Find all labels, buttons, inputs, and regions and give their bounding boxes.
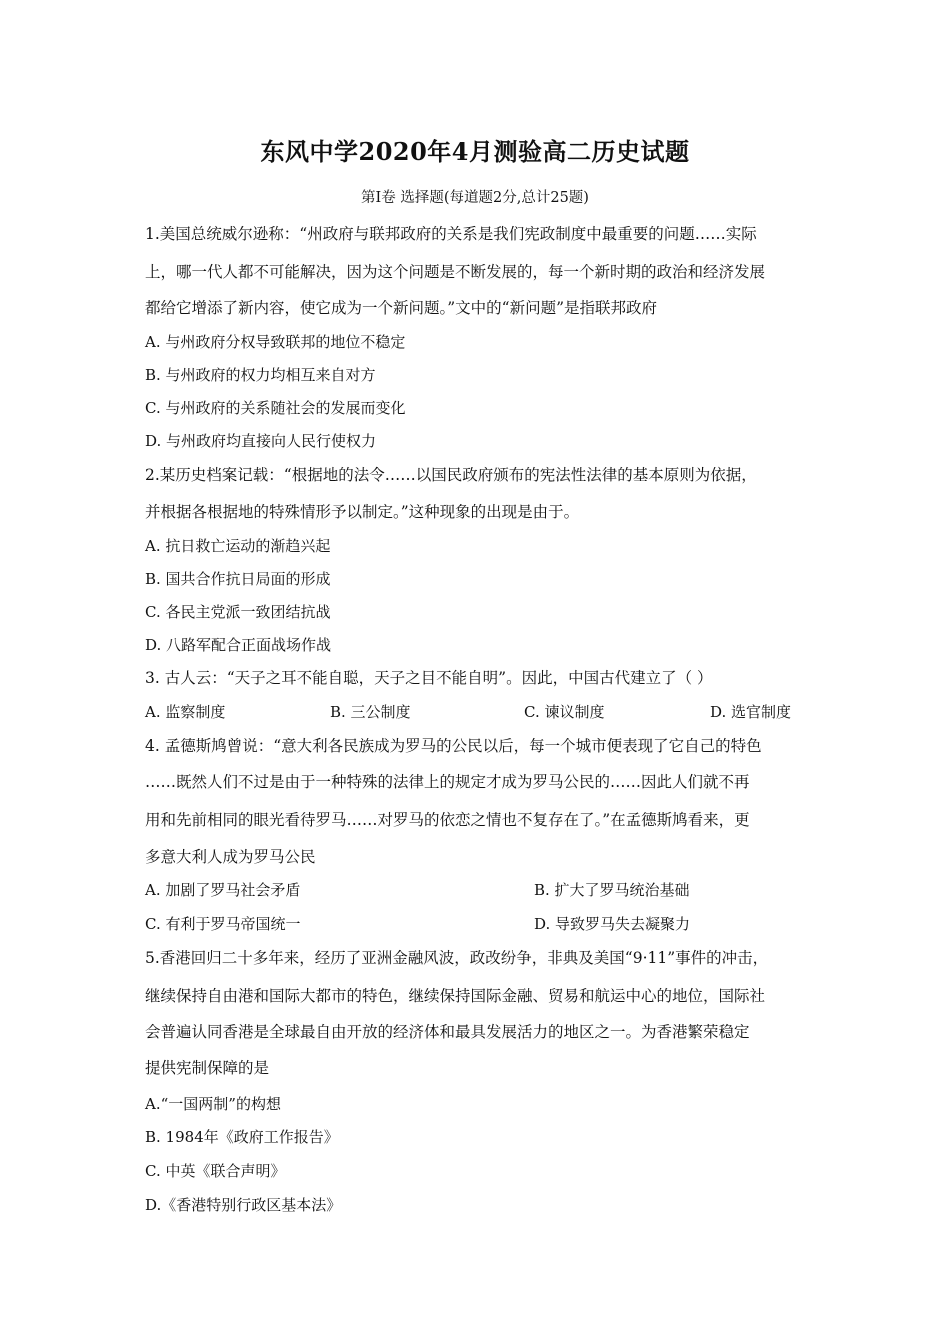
question-4-option-c: C. 有利于罗马帝国统一 [145, 915, 301, 933]
question-4-option-b: B. 扩大了罗马统治基础 [534, 881, 690, 899]
question-1-option-c: C. 与州政府的关系随社会的发展而变化 [145, 399, 406, 417]
question-1-text: 上，哪一代人都不可能解决，因为这个问题是不断发展的，每一个新时期的政治和经济发展 [145, 263, 766, 281]
question-1-text: 都给它增添了新内容，使它成为一个新问题。”文中的“新问题”是指联邦政府 [145, 299, 658, 317]
question-1-text: 1.美国总统威尔逊称：“州政府与联邦政府的关系是我们宪政制度中最重要的问题……实际 [145, 225, 757, 243]
question-1-option-b: B. 与州政府的权力均相互来自对方 [145, 366, 376, 384]
question-3-option-c: C. 谏议制度 [524, 703, 605, 721]
question-4-option-a: A. 加剧了罗马社会矛盾 [145, 881, 301, 899]
question-2-text: 并根据各根据地的特殊情形予以制定。”这种现象的出现是由于。 [145, 503, 580, 521]
question-5-option-c: C. 中英《联合声明》 [145, 1162, 286, 1180]
page-title: 东风中学2020年4月测验高二历史试题 [260, 137, 690, 166]
question-2-option-d: D. 八路军配合正面战场作战 [145, 636, 332, 654]
question-2-text: 2.某历史档案记载：“根据地的法令……以国民政府颁布的宪法性法律的基本原则为依据， [145, 466, 757, 484]
question-5-text: 会普遍认同香港是全球最自由开放的经济体和最具发展活力的地区之一。为香港繁荣稳定 [145, 1023, 750, 1041]
question-4-text: 多意大利人成为罗马公民 [145, 848, 316, 866]
question-5-text: 5.香港回归二十多年来，经历了亚洲金融风波，政改纷争，非典及美国“9·11”事件的冲击， [145, 949, 769, 967]
question-1-option-d: D. 与州政府均直接向人民行使权力 [145, 432, 377, 450]
question-4-text: 用和先前相同的眼光看待罗马……对罗马的依恋之情也不复存在了。”在孟德斯鸠看来，更 [145, 811, 750, 829]
question-5-text: 提供宪制保障的是 [145, 1059, 270, 1077]
question-4-option-d: D. 导致罗马失去凝聚力 [534, 915, 691, 933]
section-heading: 第I卷 选择题(每道题2分,总计25题) [361, 190, 589, 206]
question-2-option-a: A. 抗日救亡运动的渐趋兴起 [145, 537, 331, 555]
question-4-text: 4. 孟德斯鸠曾说：“意大利各民族成为罗马的公民以后，每一个城市便表现了它自己的特色 [145, 737, 762, 755]
question-2-option-c: C. 各民主党派一致团结抗战 [145, 603, 331, 621]
question-3-option-b: B. 三公制度 [330, 703, 411, 721]
question-5-option-b: B. 1984年《政府工作报告》 [145, 1128, 339, 1146]
question-5-option-a: A.“一国两制”的构想 [145, 1095, 281, 1113]
question-2-option-b: B. 国共合作抗日局面的形成 [145, 570, 331, 588]
question-3-option-d: D. 选官制度 [710, 703, 792, 721]
question-3-option-a: A. 监察制度 [145, 703, 226, 721]
question-3-text: 3. 古人云：“天子之耳不能自聪，天子之目不能自明”。因此，中国古代建立了（ ） [145, 669, 713, 687]
question-5-text: 继续保持自由港和国际大都市的特色，继续保持国际金融、贸易和航运中心的地位，国际社 [145, 987, 766, 1005]
question-4-text: ……既然人们不过是由于一种特殊的法律上的规定才成为罗马公民的……因此人们就不再 [145, 773, 750, 791]
question-1-option-a: A. 与州政府分权导致联邦的地位不稳定 [145, 333, 406, 351]
question-5-option-d: D.《香港特别行政区基本法》 [145, 1196, 342, 1214]
